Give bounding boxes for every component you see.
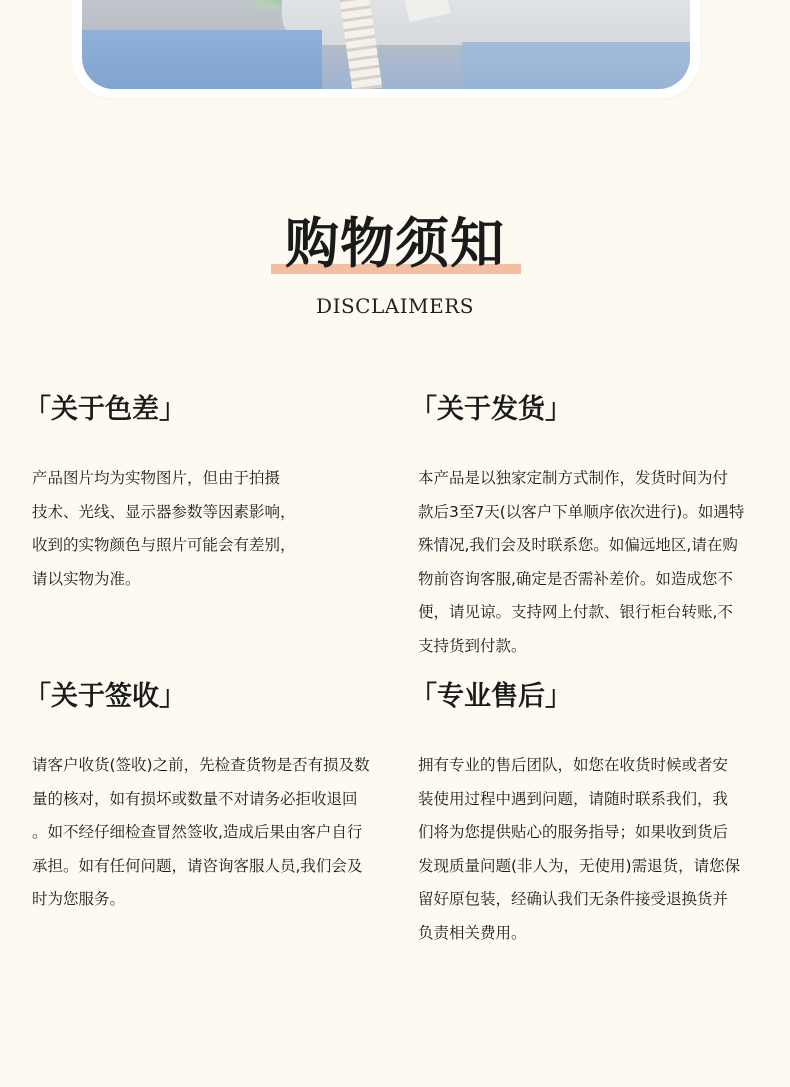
section-body: 本产品是以独家定制方式制作，发货时间为付 款后3至7天(以客户下单顺序依次进行)。如遇特 殊情况,我们会及时联系您。如偏远地区,请在购 物前咨询客服,确定是否需补差价。如造成您不 便，请见谅。支持网上付款、银行柜台转账,不 支持货到付款。 — [418, 469, 745, 655]
section-color-difference — [24, 392, 392, 596]
page-title-text: 购物须知 — [285, 211, 505, 275]
product-photo — [82, 0, 690, 89]
section-body: 请客户收货(签收)之前，先检查货物是否有损及数 量的核对，如有损坏或数量不对请务必拒收退回 。如不经仔细检查冒然签收,造成后果由客户自行 承担。如有任何问题，请咨询客服人员,我们会及 时为您服务。 — [32, 756, 370, 909]
section-body: 产品图片均为实物图片，但由于拍摄 技术、光线、显示器参数等因素影响， 收到的实物颜色与照片可能会有差别， 请以实物为准。 — [32, 469, 296, 588]
photo-jeans — [462, 42, 690, 89]
section-shipping — [410, 392, 778, 664]
section-heading: 「专业售后」 — [410, 681, 572, 712]
section-heading: 「关于发货」 — [410, 394, 572, 425]
page-title — [0, 208, 790, 278]
page-subtitle: DISCLAIMERS — [316, 294, 474, 318]
section-after-sales — [410, 679, 778, 951]
photo-jeans — [82, 30, 322, 89]
section-heading: 「关于签收」 — [24, 681, 186, 712]
section-receipt — [24, 679, 392, 917]
section-heading: 「关于色差」 — [24, 394, 186, 425]
section-body: 拥有专业的售后团队，如您在收货时候或者安 装使用过程中遇到问题，请随时联系我们，我 们将为您提供贴心的服务指导；如果收到货后 发现质量问题(非人为，无使用)需退货，请您保 留好原包装，经确认我们无条件接受退换货并 负责相关费用。 — [418, 756, 741, 942]
